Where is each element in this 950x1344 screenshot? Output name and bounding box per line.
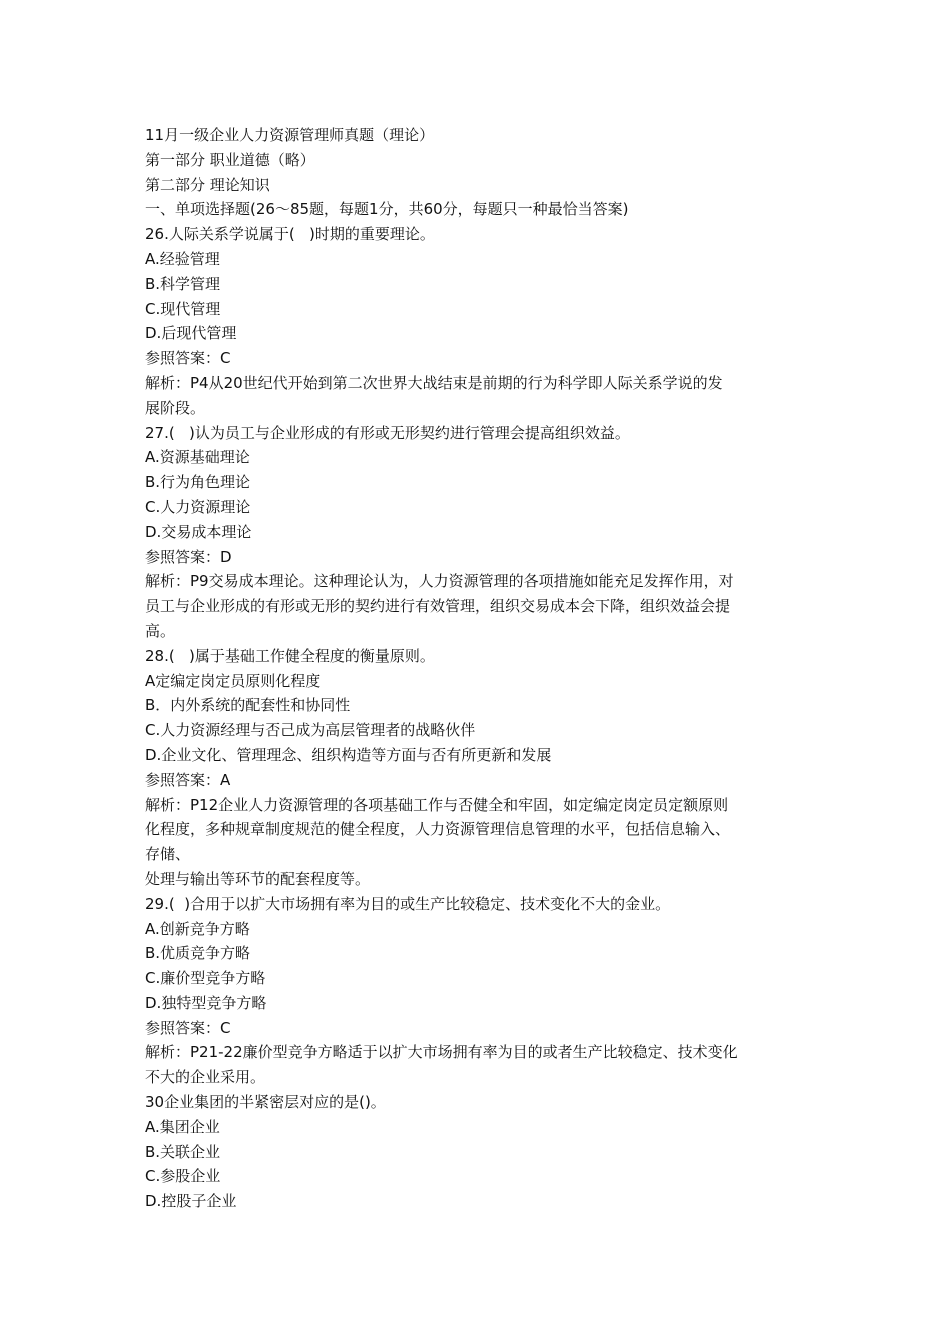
explanation-text: 不大的企业采用。: [145, 1068, 266, 1087]
explanation-text: 解析：P4从20世纪代开始到第二次世界大战结束是前期的行为科学即人际关系学说的发: [145, 373, 723, 392]
reference-answer: 参照答案：D: [145, 547, 232, 566]
answer-option: D.后现代管理: [145, 324, 237, 343]
explanation-text: 展阶段。: [145, 398, 206, 417]
explanation-text: 解析：P21-22廉价型竞争方略适于以扩大市场拥有率为目的或者生产比较稳定、技术变化: [145, 1043, 738, 1062]
explanation-text: 解析：P9交易成本理论。这种理论认为，人力资源管理的各项措施如能充足发挥作用，对: [145, 572, 734, 591]
answer-option: C.人力资源理论: [145, 497, 251, 516]
document-page: [145, 123, 810, 1214]
question-stem: 28.( )属于基础工作健全程度的衡量原则。: [145, 646, 435, 665]
answer-option: B.行为角色理论: [145, 473, 251, 492]
reference-answer: 参照答案：C: [145, 1018, 231, 1037]
question-stem: 29.( )合用于以扩大市场拥有率为目的或生产比较稳定、技术变化不大的金业。: [145, 894, 671, 913]
explanation-text: 化程度，多种规章制度规范的健全程度，人力资源管理信息管理的水平，包括信息输入、: [145, 820, 731, 839]
document-title: 11月一级企业人力资源管理师真题（理论）: [145, 126, 435, 144]
explanation-text: 解析：P12企业人力资源管理的各项基础工作与否健全和牢固，如定编定岗定员定额原则: [145, 795, 729, 814]
reference-answer: 参照答案：A: [145, 770, 231, 789]
answer-option: A.集团企业: [145, 1117, 220, 1136]
answer-option: D.企业文化、管理理念、组织构造等方面与否有所更新和发展: [145, 745, 552, 764]
section-heading: 第一部分 职业道德（略）: [145, 150, 315, 169]
explanation-text: 高。: [145, 621, 176, 640]
section-heading: 第二部分 理论知识: [145, 175, 270, 194]
answer-option: B.科学管理: [145, 274, 221, 293]
answer-option: B.优质竞争方略: [145, 944, 251, 963]
explanation-text: 员工与企业形成的有形或无形的契约进行有效管理，组织交易成本会下降，组织效益会提: [145, 597, 731, 616]
answer-option: D.控股子企业: [145, 1192, 237, 1211]
answer-option: B.关联企业: [145, 1142, 221, 1161]
answer-option: A.创新竞争方略: [145, 919, 250, 938]
answer-option: A.资源基础理论: [145, 448, 250, 467]
answer-option: B．内外系统的配套性和协同性: [145, 696, 351, 715]
answer-option: D.独特型竞争方略: [145, 993, 267, 1012]
question-stem: 26.人际关系学说属于( )时期的重要理论。: [145, 225, 435, 244]
question-stem: 30企业集团的半紧密层对应的是()。: [145, 1093, 386, 1112]
explanation-text: 存储、: [145, 845, 191, 864]
answer-option: A定编定岗定员原则化程度: [145, 671, 321, 690]
question-type-heading: 一、单项选择题(26～85题，每题1分，共60分，每题只一种最恰当答案): [145, 200, 629, 219]
answer-option: C.现代管理: [145, 299, 221, 318]
answer-option: C.人力资源经理与否己成为高层管理者的战略伙伴: [145, 721, 476, 740]
reference-answer: 参照答案：C: [145, 349, 231, 368]
answer-option: A.经验管理: [145, 249, 220, 268]
answer-option: C.廉价型竞争方略: [145, 969, 266, 988]
answer-option: D.交易成本理论: [145, 522, 252, 541]
explanation-text: 处理与输出等环节的配套程度等。: [145, 869, 371, 888]
answer-option: C.参股企业: [145, 1167, 221, 1186]
question-stem: 27.( )认为员工与企业形成的有形或无形契约进行管理会提高组织效益。: [145, 423, 630, 442]
